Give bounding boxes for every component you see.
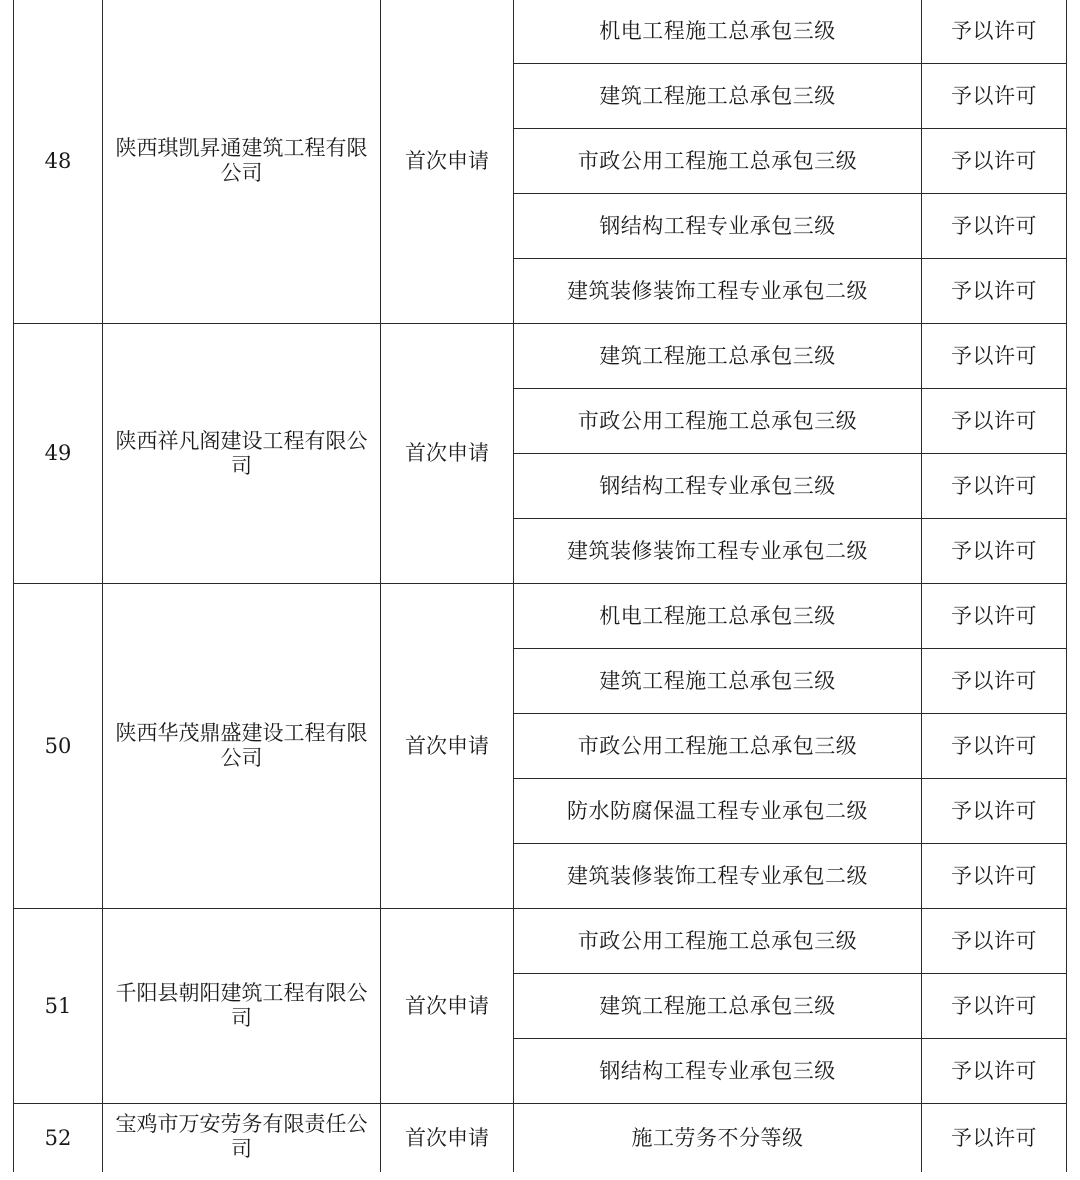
approval-result: 予以许可	[922, 259, 1067, 324]
table-row	[14, 0, 1067, 64]
application-type: 首次申请	[381, 0, 514, 324]
approval-result: 予以许可	[922, 1104, 1067, 1172]
record-number: 52	[14, 1104, 103, 1172]
approval-result: 予以许可	[922, 909, 1067, 974]
approval-result: 予以许可	[922, 194, 1067, 259]
approval-result: 予以许可	[922, 64, 1067, 129]
qualification-item: 市政公用工程施工总承包三级	[514, 909, 922, 974]
qualification-item: 机电工程施工总承包三级	[514, 0, 922, 64]
approval-result: 予以许可	[922, 649, 1067, 714]
table-row	[14, 1104, 1067, 1172]
qualification-item: 防水防腐保温工程专业承包二级	[514, 779, 922, 844]
qualification-item: 建筑工程施工总承包三级	[514, 324, 922, 389]
approval-result: 予以许可	[922, 1039, 1067, 1104]
table-row	[14, 909, 1067, 974]
approval-result: 予以许可	[922, 129, 1067, 194]
record-number: 51	[14, 909, 103, 1104]
approval-result: 予以许可	[922, 324, 1067, 389]
application-type: 首次申请	[381, 324, 514, 584]
qualification-item: 市政公用工程施工总承包三级	[514, 714, 922, 779]
qualification-item: 市政公用工程施工总承包三级	[514, 389, 922, 454]
application-type: 首次申请	[381, 1104, 514, 1172]
approval-result: 予以许可	[922, 584, 1067, 649]
approval-result: 予以许可	[922, 519, 1067, 584]
qualification-item: 钢结构工程专业承包三级	[514, 194, 922, 259]
company-name: 千阳县朝阳建筑工程有限公司	[103, 909, 381, 1104]
approval-result: 予以许可	[922, 454, 1067, 519]
table-row	[14, 324, 1067, 389]
qualification-item: 建筑装修装饰工程专业承包二级	[514, 519, 922, 584]
table-row	[14, 584, 1067, 649]
approval-result: 予以许可	[922, 714, 1067, 779]
qualification-item: 钢结构工程专业承包三级	[514, 1039, 922, 1104]
qualification-item: 建筑工程施工总承包三级	[514, 649, 922, 714]
qualification-item: 市政公用工程施工总承包三级	[514, 129, 922, 194]
qualification-item: 建筑装修装饰工程专业承包二级	[514, 844, 922, 909]
qualification-item: 建筑装修装饰工程专业承包二级	[514, 259, 922, 324]
qualification-item: 机电工程施工总承包三级	[514, 584, 922, 649]
approval-result: 予以许可	[922, 779, 1067, 844]
permit-table-body	[14, 0, 1067, 1172]
record-number: 48	[14, 0, 103, 324]
approval-result: 予以许可	[922, 0, 1067, 64]
qualification-item: 钢结构工程专业承包三级	[514, 454, 922, 519]
company-name: 陕西祥凡阁建设工程有限公司	[103, 324, 381, 584]
permit-table	[13, 0, 1067, 1172]
approval-result: 予以许可	[922, 844, 1067, 909]
approval-result: 予以许可	[922, 389, 1067, 454]
company-name: 宝鸡市万安劳务有限责任公司	[103, 1104, 381, 1172]
record-number: 50	[14, 584, 103, 909]
record-number: 49	[14, 324, 103, 584]
company-name: 陕西华茂鼎盛建设工程有限公司	[103, 584, 381, 909]
qualification-item: 建筑工程施工总承包三级	[514, 64, 922, 129]
company-name: 陕西琪凯昇通建筑工程有限公司	[103, 0, 381, 324]
qualification-item: 施工劳务不分等级	[514, 1104, 922, 1172]
approval-result: 予以许可	[922, 974, 1067, 1039]
application-type: 首次申请	[381, 584, 514, 909]
qualification-item: 建筑工程施工总承包三级	[514, 974, 922, 1039]
application-type: 首次申请	[381, 909, 514, 1104]
